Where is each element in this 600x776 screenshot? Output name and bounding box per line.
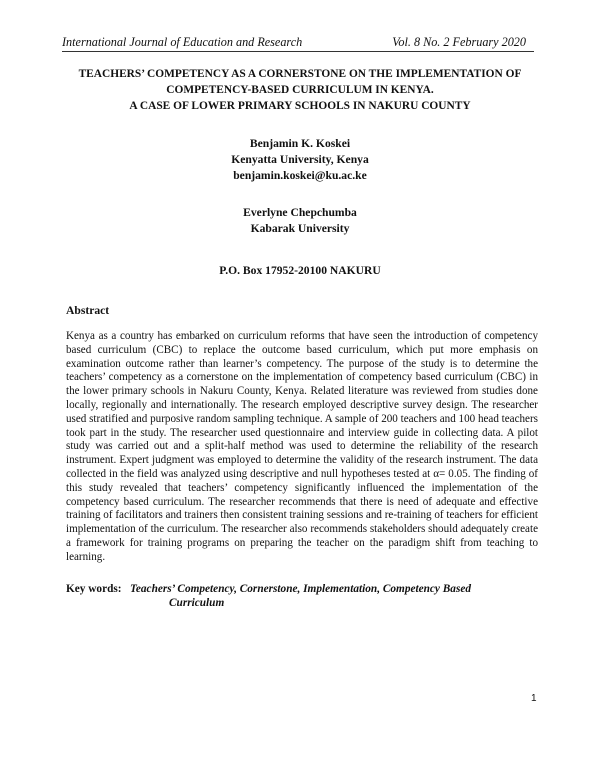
title-line-3: A CASE OF LOWER PRIMARY SCHOOLS IN NAKURU COUNTY	[129, 100, 471, 112]
keywords-line-1	[66, 582, 538, 596]
author-1-name: Benjamin K. Koskei	[249, 137, 351, 150]
title-line-2: COMPETENCY-BASED CURRICULUM IN KENYA.	[166, 84, 434, 96]
postal-address-text: P.O. Box 17952-20100 NAKURU	[219, 264, 381, 277]
author-2-name: Everlyne Chepchumba	[243, 206, 357, 219]
issue-info: Vol. 8 No. 2 February 2020	[392, 35, 526, 49]
author-1-email: benjamin.koskei@ku.ac.ke	[233, 169, 367, 182]
keywords-block	[66, 582, 538, 610]
abstract-body: Kenya as a country has embarked on curriculum reforms that have seen the introduction of competency based curriculum (CBC) to replace the outcome based curriculum, which put more emphasis on examination outcome rather than learner’s competency. The purpose of the study is to determine the teachers’ competency as a cornerstone on the implementation of competency based curriculum (CBC) in the lower primary schools in Nakuru County, Kenya. Related literature was reviewed from studies done locally, regionally and internationally. The research employed descriptive survey design. The researcher used stratified and purposive random sampling technique. A sample of 200 teachers and 100 head teachers took part in the study. The researcher used questionnaire and interview guide in collecting data. A pilot study was carried out and a split-half method was used to determine the reliability of the research instrument. Expert judgment was employed to determine the validity of the research instrument. The data collected in the field was analyzed using descriptive and null hypotheses tested at α= 0.05. The finding of this study revealed that teachers’ competency significantly influenced the implementation of the competency based curriculum. The researcher recommends that there is need of adequate and effective training of facilitators and trainers then consistent training sessions and re-training of teachers for efficient implementation of the curriculum. The researcher also recommends stakeholders should adequately create a framework for training programs on preparing the teacher on the paradigm shift from teaching to learning.	[66, 330, 538, 563]
paper-title	[40, 66, 560, 114]
postal-address	[0, 263, 600, 279]
journal-name: International Journal of Education and Research	[62, 35, 303, 49]
keywords-label: Key words:	[66, 583, 122, 595]
title-line-1: TEACHERS’ COMPETENCY AS A CORNERSTONE ON THE IMPLEMENTATION OF	[78, 68, 522, 80]
author-1	[0, 136, 600, 184]
keywords-text-1: Teachers’ Competency, Cornerstone, Implementation, Competency Based	[130, 583, 472, 595]
header-divider	[62, 51, 534, 52]
author-1-affiliation: Kenyatta University, Kenya	[231, 153, 369, 166]
keywords-text-2: Curriculum	[169, 597, 225, 609]
abstract-heading: Abstract	[66, 304, 110, 317]
author-2	[0, 205, 600, 237]
author-2-affiliation: Kabarak University	[250, 222, 350, 235]
page-number: 1	[531, 693, 537, 704]
